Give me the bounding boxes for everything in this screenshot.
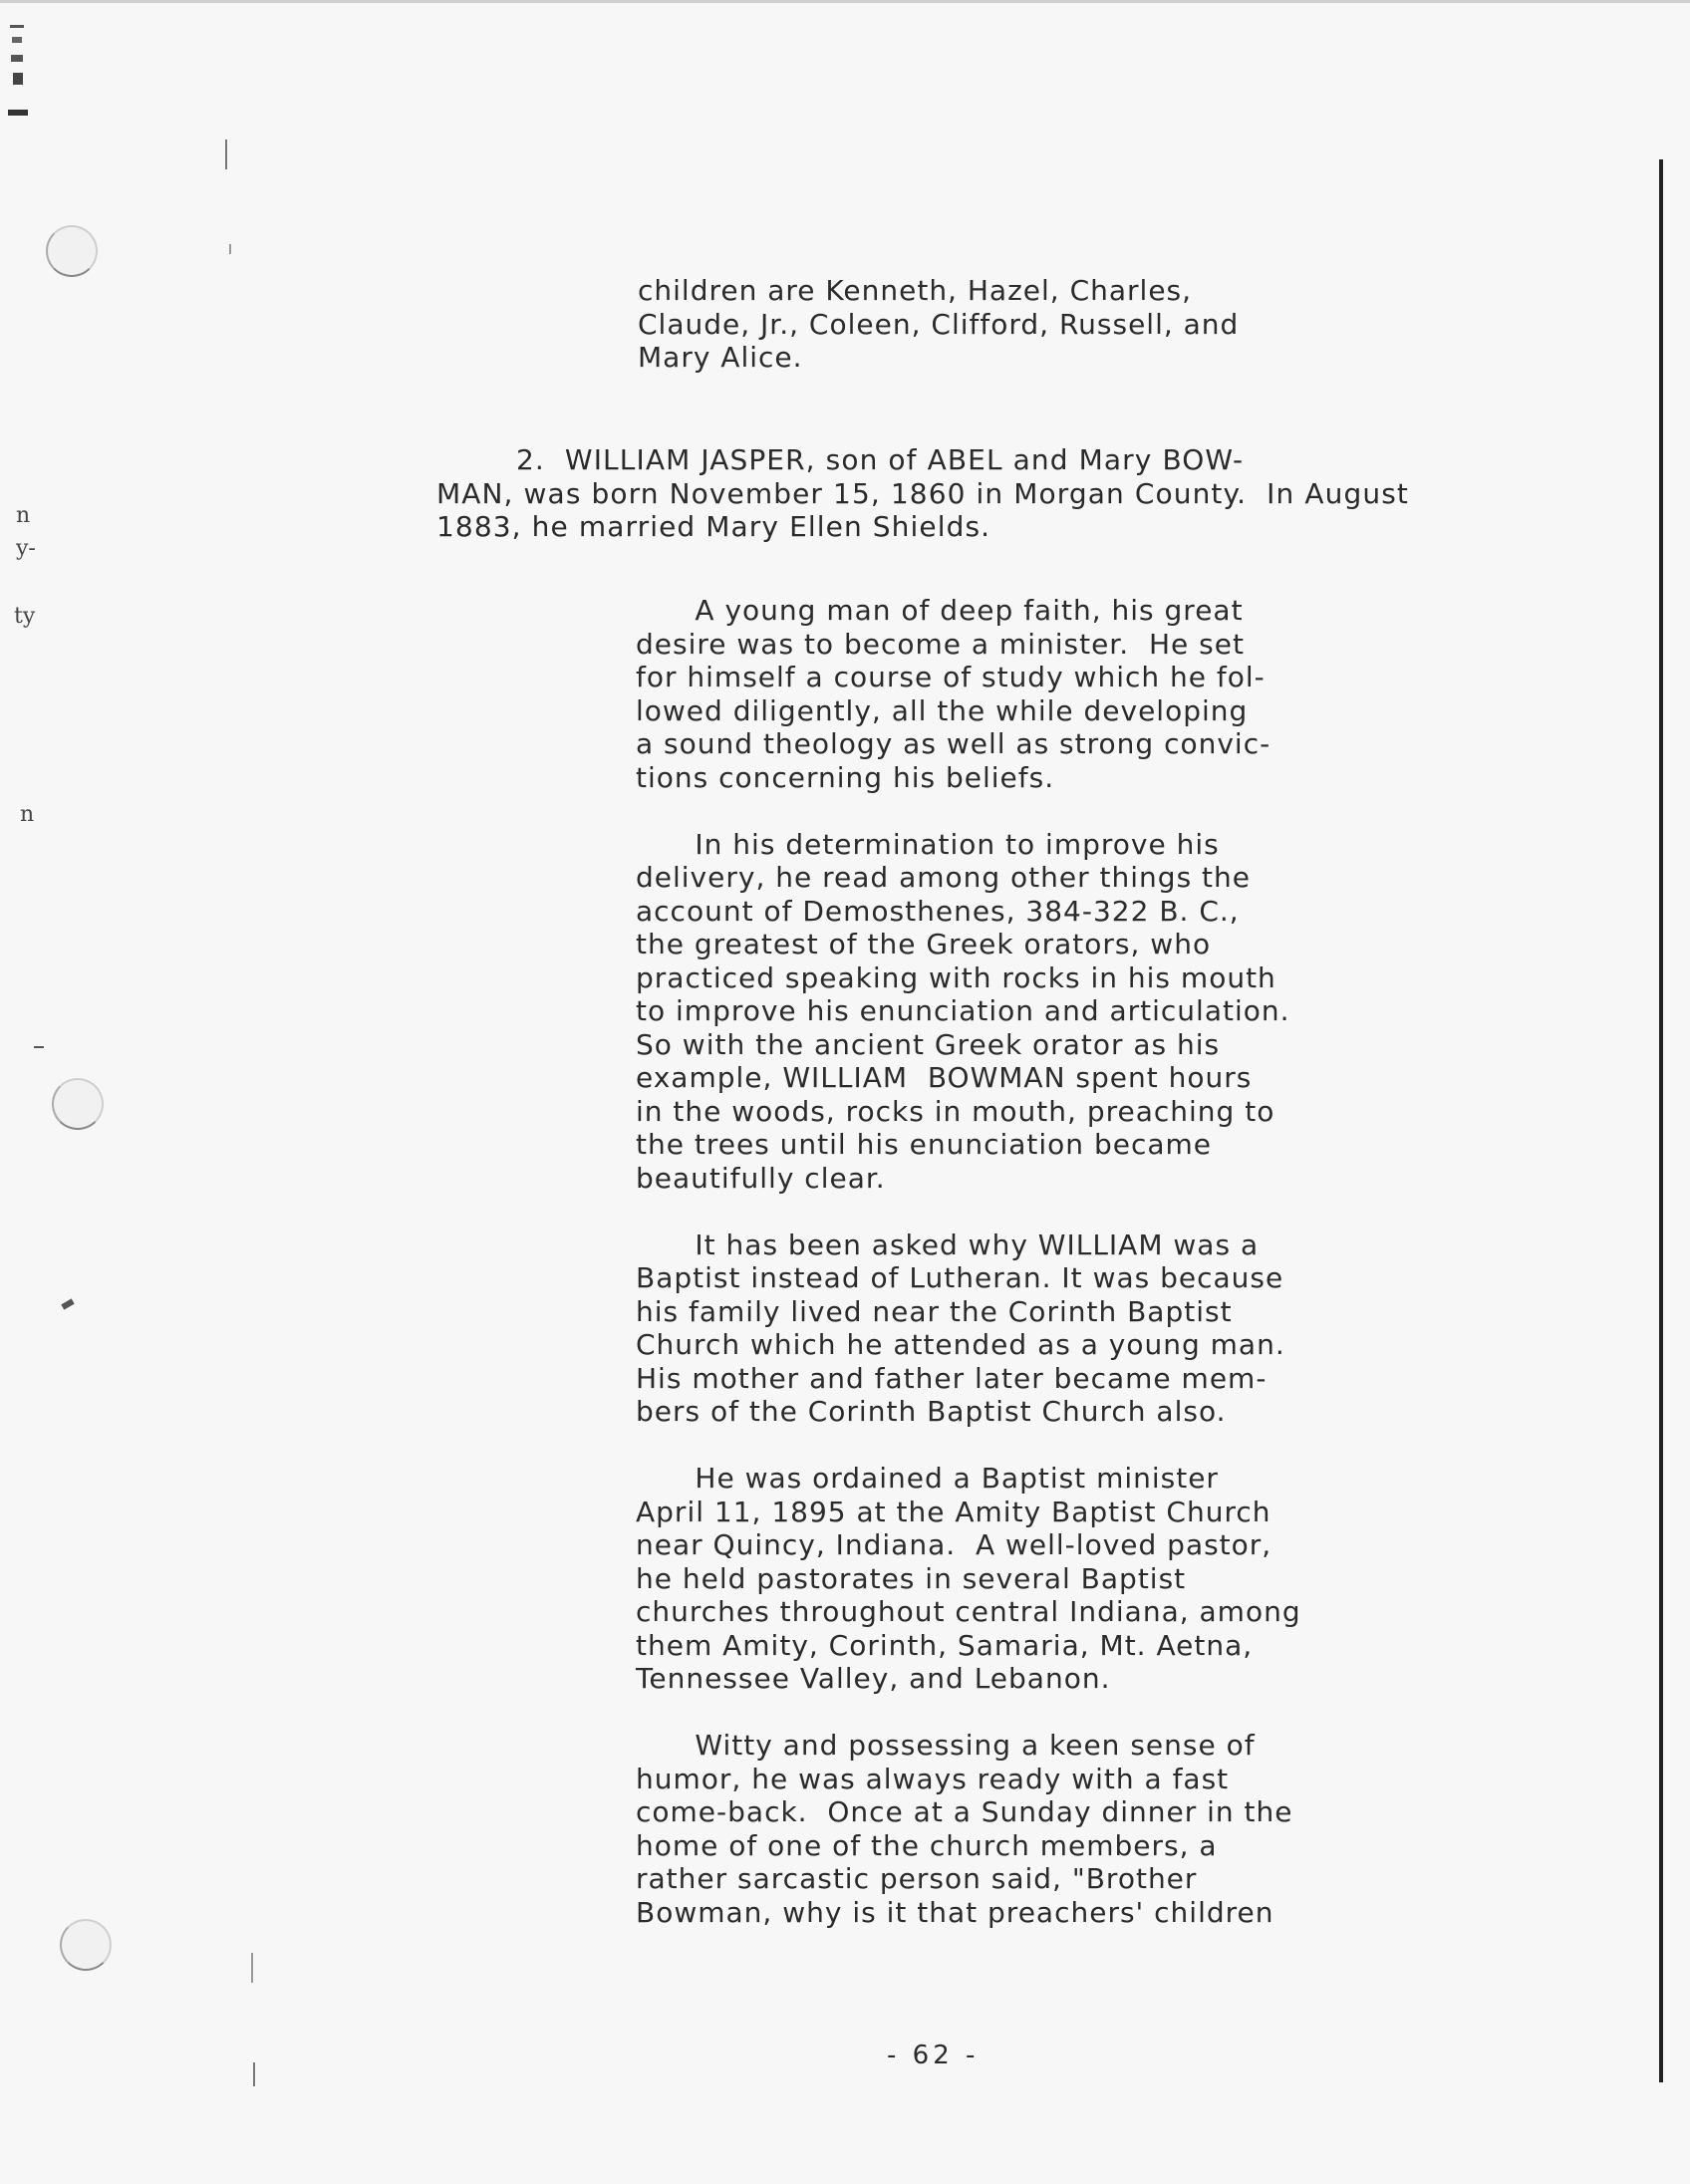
text-line: them Amity, Corinth, Samaria, Mt. Aetna, — [636, 1628, 1254, 1662]
text-line: Claude, Jr., Coleen, Clifford, Russell, and — [638, 307, 1240, 341]
text-line: delivery, he read among other things the — [636, 861, 1252, 894]
text-line: near Quincy, Indiana. A well-loved pastor, — [636, 1528, 1272, 1561]
margin-fragment: ty — [14, 604, 36, 629]
punch-hole-top — [46, 225, 98, 277]
text-line: humor, he was always ready with a fast — [636, 1762, 1230, 1795]
text-line: the greatest of the Greek orators, who — [636, 928, 1212, 960]
text-line: his family lived near the Corinth Baptist — [636, 1294, 1233, 1328]
text-line: Mary Alice. — [638, 341, 803, 374]
text-line: practiced speaking with rocks in his mouth — [636, 960, 1276, 994]
text-line: example, WILLIAM BOWMAN spent hours — [636, 1061, 1253, 1094]
right-page-edge — [1659, 159, 1663, 2082]
text-line: home of one of the church members, a — [636, 1828, 1218, 1862]
margin-fragment: n — [16, 503, 31, 528]
text-line: tions concerning his beliefs. — [636, 760, 1055, 794]
text-line: rather sarcastic person said, "Brother — [636, 1862, 1198, 1895]
page-top-edge — [0, 0, 1690, 3]
paragraph-1 — [636, 594, 1301, 794]
margin-tick — [253, 2062, 255, 2086]
page-number: - 62 - — [887, 2041, 980, 2070]
text-line: His mother and father later became mem- — [636, 1361, 1268, 1395]
text-line: desire was to become a minister. He set — [636, 627, 1245, 661]
margin-tick — [225, 139, 227, 169]
opening-lines — [638, 274, 1239, 375]
text-line: 2. WILLIAM JASPER, son of ABEL and Mary BOW- — [436, 443, 1245, 476]
entry-heading — [436, 443, 1409, 544]
text-line: lowed diligently, all the while developing — [636, 693, 1249, 727]
text-line: bers of the Corinth Baptist Church also. — [636, 1395, 1227, 1428]
text-line: MAN, was born November 15, 1860 in Morgan County. In August — [436, 476, 1409, 510]
text-line: Tennessee Valley, and Lebanon. — [636, 1662, 1111, 1695]
text-line: children are Kenneth, Hazel, Charles, — [638, 274, 1193, 307]
text-line: Baptist instead of Lutheran. It was because — [636, 1261, 1284, 1294]
text-line: April 11, 1895 at the Amity Baptist Church — [636, 1495, 1271, 1528]
corner-scan-artifact-icon — [8, 25, 28, 125]
paragraph-3 — [636, 1228, 1301, 1429]
text-line: 1883, he married Mary Ellen Shields. — [436, 510, 991, 543]
text-line: in the woods, rocks in mouth, preaching to — [636, 1094, 1275, 1128]
text-line: for himself a course of study which he fol- — [636, 661, 1266, 693]
text-line: It has been asked why WILLIAM was a — [636, 1228, 1260, 1261]
text-line: a sound theology as well as strong convic- — [636, 727, 1271, 760]
margin-tick — [251, 1953, 253, 1983]
text-line: account of Demosthenes, 384-322 B. C., — [636, 894, 1240, 928]
text-line: Church which he attended as a young man. — [636, 1328, 1285, 1361]
text-line: A young man of deep faith, his great — [636, 594, 1244, 627]
paragraph-2 — [636, 828, 1301, 1196]
punch-hole-middle — [52, 1078, 104, 1130]
text-line: he held pastorates in several Baptist — [636, 1561, 1187, 1595]
paragraph-5 — [636, 1729, 1301, 1929]
margin-mark — [61, 1298, 74, 1309]
text-line: Witty and possessing a keen sense of — [636, 1729, 1256, 1762]
text-line: come-back. Once at a Sunday dinner in the — [636, 1795, 1293, 1828]
text-line: churches throughout central Indiana, among — [636, 1595, 1301, 1628]
text-line: He was ordained a Baptist minister — [636, 1462, 1219, 1495]
margin-fragment: y- — [16, 536, 36, 561]
paragraph-4 — [636, 1462, 1301, 1696]
text-line: In his determination to improve his — [636, 827, 1220, 861]
body-text — [636, 594, 1301, 1963]
margin-tick — [229, 244, 231, 254]
text-line: Bowman, why is it that preachers' children — [636, 1895, 1274, 1929]
text-line: beautifully clear. — [636, 1161, 886, 1195]
punch-hole-bottom — [60, 1919, 112, 1971]
text-line: the trees until his enunciation became — [636, 1128, 1212, 1161]
margin-fragment: n — [20, 802, 35, 827]
margin-mark — [34, 1046, 44, 1048]
text-line: So with the ancient Greek orator as his — [636, 1027, 1221, 1061]
text-line: to improve his enunciation and articulation. — [636, 994, 1290, 1027]
